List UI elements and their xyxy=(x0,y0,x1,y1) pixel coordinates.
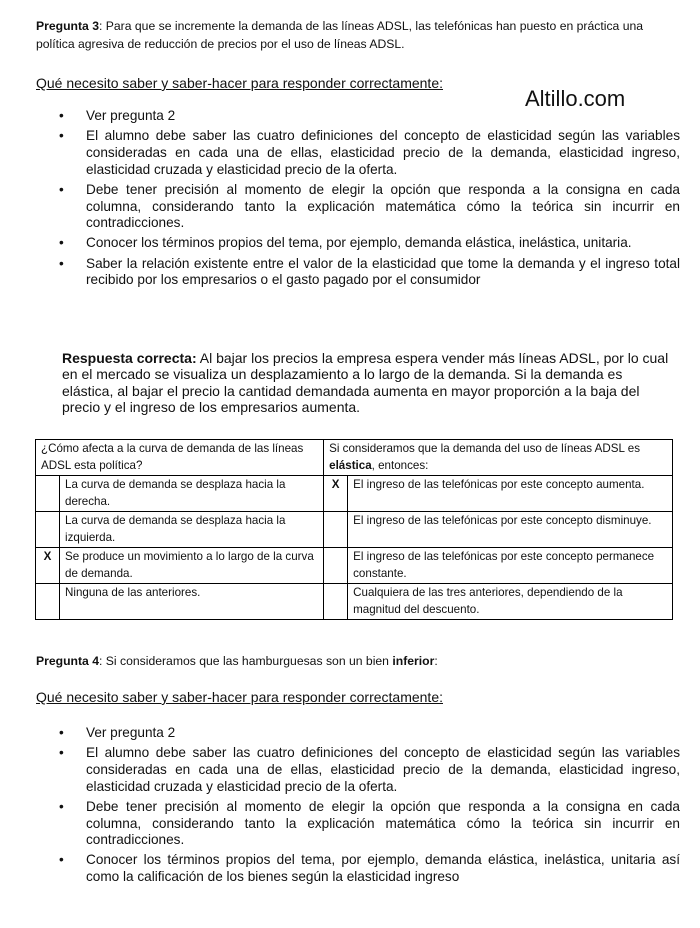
table-header-row xyxy=(36,440,673,476)
list-item: • Conocer los términos propios del tema, por ejemplo, demanda elástica, inelástica, unitaria así como la calificación de los bienes según la elasticidad ingreso xyxy=(59,852,680,885)
table-row xyxy=(36,584,673,620)
question-3-text: : Para que se incremente la demanda de las líneas ADSL, las telefónicas han puesto en práctica una política agresiva de reducción de precios por el uso de líneas ADSL. xyxy=(36,19,644,51)
option-text: Cualquiera de las tres anteriores, dependiendo de la magnitud del descuento. xyxy=(348,584,673,620)
list-item: • El alumno debe saber las cuatro definiciones del concepto de elasticidad según las variables consideradas en cada una de ellas, elasticidad precio de la demanda, elasticidad ingreso, elasticidad cruzada y elasticidad precio de la oferta. xyxy=(59,745,680,794)
bullet-icon: • xyxy=(59,745,64,761)
option-mark: X xyxy=(324,476,348,512)
q4-bullet-list xyxy=(58,725,680,889)
list-item: • Conocer los términos propios del tema, por ejemplo, demanda elástica, inelástica, unitaria. xyxy=(59,235,632,251)
watermark-logo: Altillo.com xyxy=(525,86,626,111)
list-item: • Saber la relación existente entre el valor de la elasticidad que tome la demanda y el ingreso total recibido por los empresarios o el gasto pagado por el consumidor xyxy=(59,255,680,288)
option-text: El ingreso de las telefónicas por este concepto permanece constante. xyxy=(348,548,673,584)
option-text: La curva de demanda se desplaza hacia la derecha. xyxy=(60,476,324,512)
option-mark xyxy=(324,584,348,620)
option-mark: X xyxy=(36,548,60,584)
option-mark xyxy=(36,512,60,548)
option-mark xyxy=(36,476,60,512)
option-mark xyxy=(324,548,348,584)
option-text: Se produce un movimiento a lo largo de la curva de demanda. xyxy=(60,548,324,584)
bullet-icon: • xyxy=(59,108,64,123)
bullet-icon: • xyxy=(59,235,64,251)
bullet-icon: • xyxy=(59,181,64,197)
list-item: • Ver pregunta 2 xyxy=(59,725,176,740)
option-text: Ninguna de las anteriores. xyxy=(60,584,324,620)
question-3-label: Pregunta 3 xyxy=(36,19,99,33)
list-item: • Ver pregunta 2 xyxy=(59,108,176,123)
option-text: La curva de demanda se desplaza hacia la izquierda. xyxy=(60,512,324,548)
list-item: • El alumno debe saber las cuatro definiciones del concepto de elasticidad según las variables consideradas en cada una de ellas, elasticidad precio de la demanda, elasticidad ingreso, elasticidad cruzada y elasticidad precio de la oferta. xyxy=(59,128,680,177)
answer-table xyxy=(35,439,673,620)
bullet-icon: • xyxy=(59,798,64,814)
option-text: El ingreso de las telefónicas por este concepto disminuye. xyxy=(348,512,673,548)
bullet-icon: • xyxy=(59,255,64,271)
section-heading-q3: Qué necesito saber y saber-hacer para responder correctamente: xyxy=(36,75,443,91)
bullet-icon: • xyxy=(59,725,64,740)
list-item: • Debe tener precisión al momento de elegir la opción que responda a la consigna en cada columna, considerando tanto la explicación matemática cómo la teórica sin incurrir en contradicciones. xyxy=(59,181,680,231)
bullet-icon: • xyxy=(59,852,64,868)
table-header-right: Si consideramos que la demanda del uso de líneas ADSL es elástica, entonces: xyxy=(324,440,673,476)
q3-bullet-list xyxy=(58,108,680,293)
table-header-left: ¿Cómo afecta a la curva de demanda de las líneas ADSL esta política? xyxy=(36,440,324,476)
option-text: El ingreso de las telefónicas por este concepto aumenta. xyxy=(348,476,673,512)
option-mark xyxy=(36,584,60,620)
table-row xyxy=(36,476,673,512)
correct-answer xyxy=(62,350,674,416)
correct-answer-text: Al bajar los precios la empresa espera vender más líneas ADSL, por lo cual en el mercado se visualiza un desplazamiento a lo largo de la demanda. Si la demanda es elástica, al bajar el precio la cantidad demandada aumenta en mayor proporción a la baja del precio y el ingreso de los empresarios aumenta. xyxy=(62,350,669,416)
list-item: • Debe tener precisión al momento de elegir la opción que responda a la consigna en cada columna, considerando tanto la explicación matemática cómo la teórica sin incurrir en contradicciones. xyxy=(59,798,680,848)
section-heading-q4: Qué necesito saber y saber-hacer para responder correctamente: xyxy=(36,689,443,705)
question-4-label: Pregunta 4 xyxy=(36,654,99,668)
bullet-icon: • xyxy=(59,128,64,144)
option-mark xyxy=(324,512,348,548)
question-3 xyxy=(36,17,666,53)
table-row xyxy=(36,548,673,584)
table-row xyxy=(36,512,673,548)
question-4: Pregunta 4: Si consideramos que las hamburguesas son un bien inferior: xyxy=(36,654,438,668)
correct-answer-label: Respuesta correcta: xyxy=(62,350,197,366)
